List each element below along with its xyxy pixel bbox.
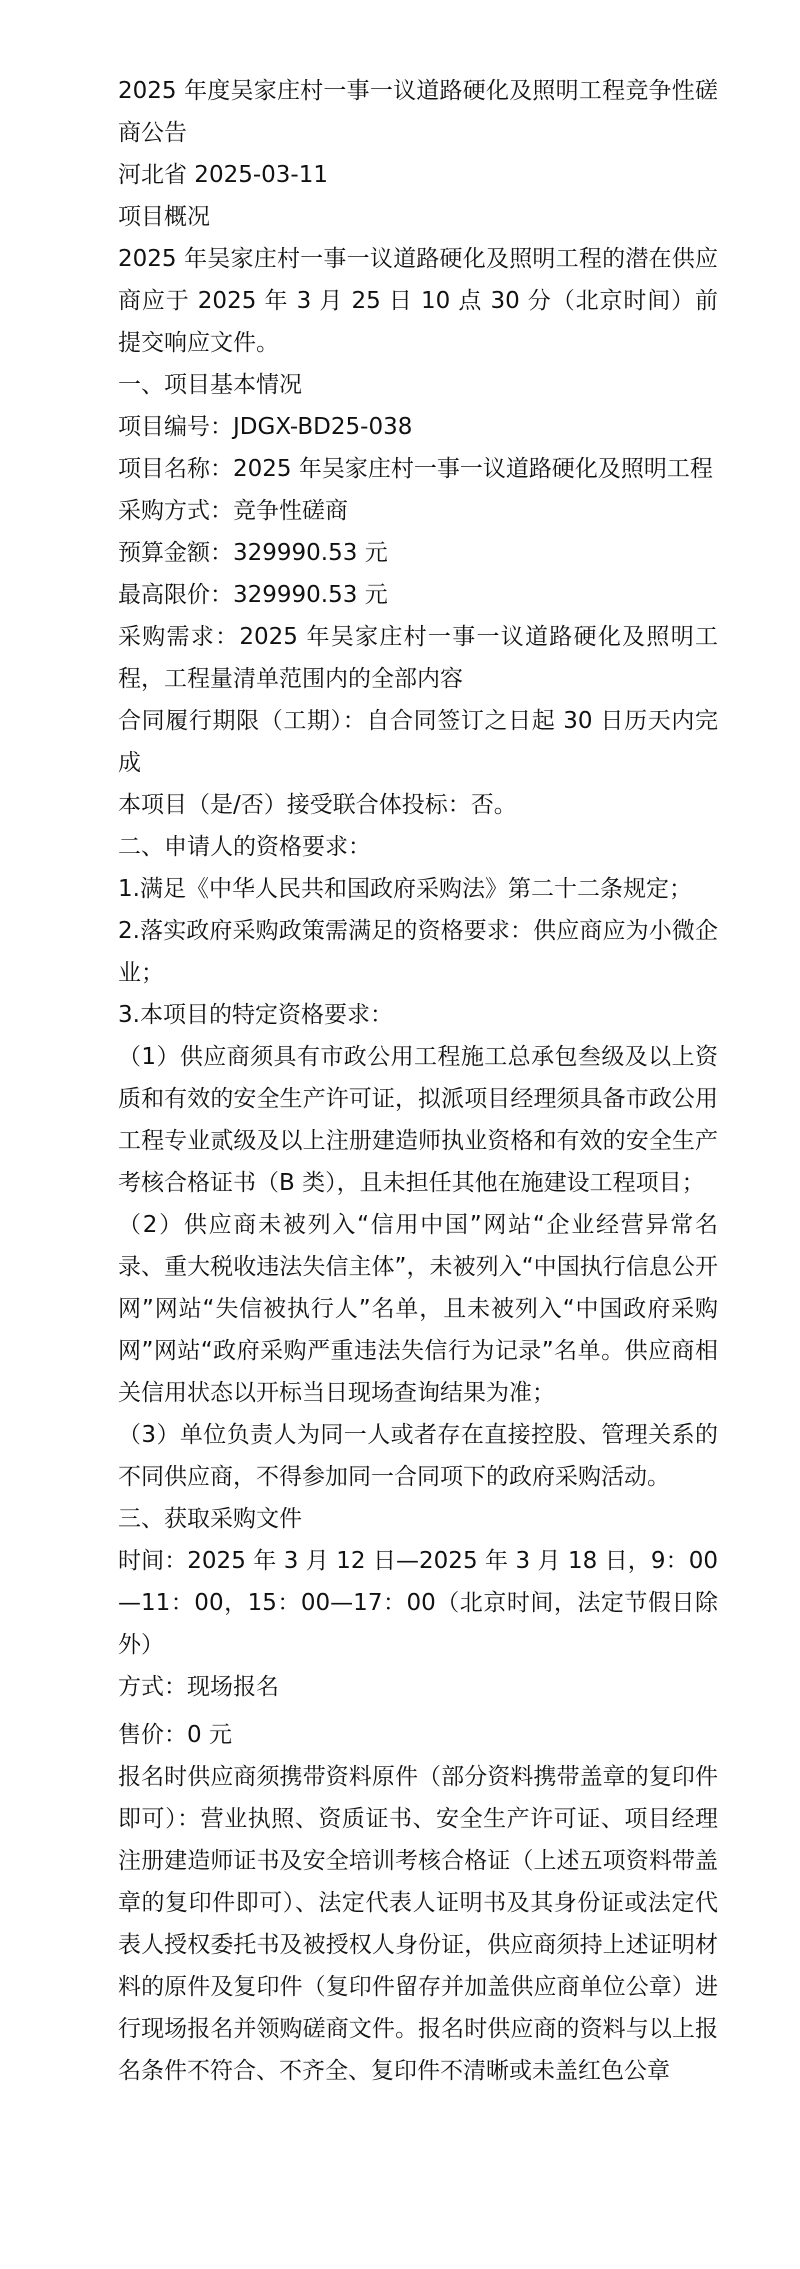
contract-period: 合同履行期限（工期）：自合同签订之日起 30 日历天内完成 (118, 708, 718, 776)
section-3-heading: 三、获取采购文件 (118, 1506, 302, 1532)
acquisition-method: 方式：现场报名 (118, 1674, 279, 1700)
section-2-heading: 二、申请人的资格要求： (118, 834, 371, 860)
document-title: 2025 年度吴家庄村一事一议道路硬化及照明工程竞争性磋商公告 (118, 78, 718, 146)
section-1-heading: 一、项目基本情况 (118, 372, 302, 398)
qualification-2: 2.落实政府采购政策需满足的资格要求：供应商应为小微企业； (118, 918, 718, 986)
registration-note: 报名时供应商须携带资料原件（部分资料携带盖章的复印件即可）：营业执照、资质证书、安全生产许可证、项目经理注册建造师证书及安全培训考核合格证（上述五项资料带盖章的复印件即可）、法定代表人证明书及其身份证或法定代表人授权委托书及被授权人身份证，供应商须持上述证明材料的原件及复印件（复印件留存并加盖供应商单位公章）进行现场报名并领购磋商文件。报名时供应商的资料与以上报名条件不符合、不齐全、复印件不清晰或未盖红色公章 (118, 1764, 718, 2084)
qualification-1: 1.满足《中华人民共和国政府采购法》第二十二条规定； (118, 876, 692, 902)
budget-amount: 预算金额：329990.53 元 (118, 540, 388, 566)
location-date: 河北省 2025-03-11 (118, 162, 328, 188)
announcement-document (118, 70, 718, 2092)
project-name: 项目名称：2025 年吴家庄村一事一议道路硬化及照明工程 (118, 456, 713, 482)
overview-text: 2025 年吴家庄村一事一议道路硬化及照明工程的潜在供应商应于 2025 年 3 月 25 日 10 点 30 分（北京时间）前提交响应文件。 (118, 246, 718, 356)
qualification-3: 3.本项目的特定资格要求： (118, 1002, 393, 1028)
consortium-note: 本项目（是/否）接受联合体投标：否。 (118, 792, 517, 818)
qualification-3-3: （3）单位负责人为同一人或者存在直接控股、管理关系的不同供应商，不得参加同一合同项下的政府采购活动。 (118, 1422, 718, 1490)
acquisition-time: 时间：2025 年 3 月 12 日—2025 年 3 月 18 日，9：00—11：00，15：00—17：00（北京时间，法定节假日除外） (118, 1548, 718, 1658)
document-price: 售价：0 元 (118, 1722, 232, 1748)
procurement-method: 采购方式：竞争性磋商 (118, 498, 348, 524)
qualification-3-1: （1）供应商须具有市政公用工程施工总承包叁级及以上资质和有效的安全生产许可证，拟派项目经理须具备市政公用工程专业贰级及以上注册建造师执业资格和有效的安全生产考核合格证书（B 类），且未担任其他在施建设工程项目； (118, 1044, 718, 1196)
qualification-3-2: （2）供应商未被列入“信用中国”网站“企业经营异常名录、重大税收违法失信主体”，未被列入“中国执行信息公开网”网站“失信被执行人”名单，且未被列入“中国政府采购网”网站“政府采购严重违法失信行为记录”名单。供应商相关信用状态以开标当日现场查询结果为准； (118, 1212, 718, 1406)
procurement-requirement: 采购需求：2025 年吴家庄村一事一议道路硬化及照明工程，工程量清单范围内的全部内容 (118, 624, 718, 692)
max-price: 最高限价：329990.53 元 (118, 582, 388, 608)
overview-heading: 项目概况 (118, 204, 210, 230)
project-number: 项目编号：JDGX-BD25-038 (118, 414, 413, 440)
